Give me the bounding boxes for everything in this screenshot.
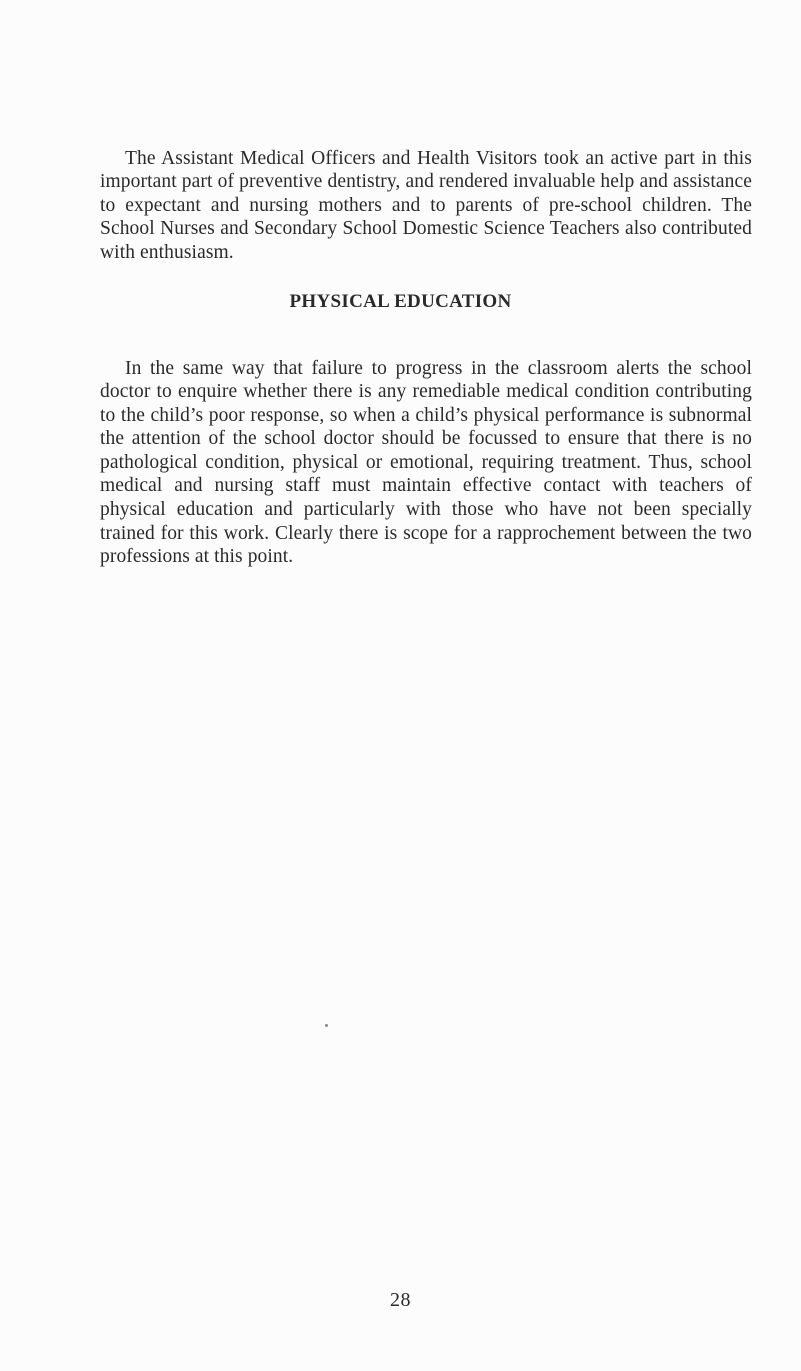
paragraph-physical-education: In the same way that failure to progress in the classroom alerts the school doctor to enquire whether there is any remediable medical condition contributing to the child’s poor response, so when a child’s physical performance is subnormal the attention of the school doctor should be focussed to ensure that there is no pathological condition, physical or emotional, requiring treatment. Thus, school medical and nursing staff must maintain effective contact with teachers of physical education and particularly with those who have not been specially trained for this work. Clearly there is scope for a rapprochement between the two professions at this point. [100,357,752,568]
page-number: 28 [390,1289,411,1311]
paragraph-dental-assistance: The Assistant Medical Officers and Health Visitors took an active part in this important part of preventive dentistry, and rendered invaluable help and assistance to expectant and nursing mothers and to parents of pre-school children. The School Nurses and Secondary School Domestic Science Teachers also contributed with enthusiasm. [100,147,752,263]
section-heading: PHYSICAL EDUCATION [289,291,512,312]
scan-speck-mark [325,1024,328,1027]
